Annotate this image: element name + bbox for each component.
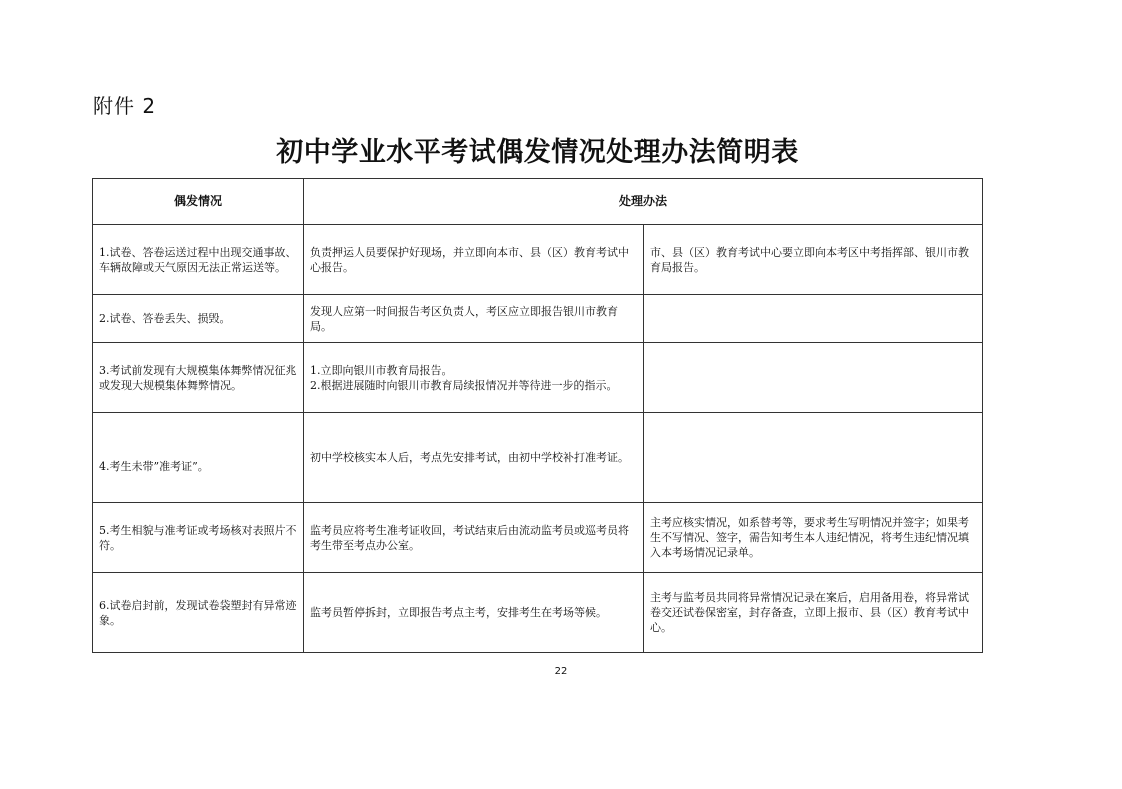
table-row [93,225,983,295]
table-row [93,343,983,413]
situation-cell: 5.考生相貌与准考证或考场核对表照片不符。 [93,503,304,573]
method-cell-secondary: 主考应核实情况，如系替考等，要求考生写明情况并签字；如果考生不写情况、签字，需告知考生本人违纪情况，将考生违纪情况填入本考场情况记录单。 [644,503,983,573]
situation-cell: 2.试卷、答卷丢失、损毁。 [93,295,304,343]
attachment-label: 附件 2 [93,94,157,118]
situation-cell: 3.考试前发现有大规模集体舞弊情况征兆或发现大规模集体舞弊情况。 [93,343,304,413]
situation-cell: 4.考生未带”准考证”。 [93,413,304,503]
method-cell-primary: 监考员应将考生准考证收回，考试结束后由流动监考员或巡考员将考生带至考点办公室。 [304,503,644,573]
method-cell-secondary: 主考与监考员共同将异常情况记录在案后，启用备用卷，将异常试卷交还试卷保密室，封存备查，立即上报市、县（区）教育考试中心。 [644,573,983,653]
header-method: 处理办法 [304,179,983,225]
method-cell-primary: 1.立即向银川市教育局报告。 2.根据进展随时向银川市教育局续报情况并等待进一步的指示。 [304,343,644,413]
situation-cell: 6.试卷启封前，发现试卷袋塑封有异常迹象。 [93,573,304,653]
page-number: 22 [554,666,568,677]
table-row [93,413,983,503]
situation-cell: 1.试卷、答卷运送过程中出现交通事故、车辆故障或天气原因无法正常运送等。 [93,225,304,295]
method-cell-primary: 监考员暂停拆封，立即报告考点主考，安排考生在考场等候。 [304,573,644,653]
method-cell-secondary [644,295,983,343]
header-situation: 偶发情况 [93,179,304,225]
incident-handling-table [92,178,983,653]
document-title: 初中学业水平考试偶发情况处理办法简明表 [276,137,799,168]
table-row [93,503,983,573]
method-cell-primary: 初中学校核实本人后，考点先安排考试，由初中学校补打准考证。 [304,413,644,503]
table-row [93,295,983,343]
method-cell-primary: 发现人应第一时间报告考区负责人，考区应立即报告银川市教育局。 [304,295,644,343]
method-cell-secondary [644,413,983,503]
table-row [93,573,983,653]
method-cell-primary: 负责押运人员要保护好现场，并立即向本市、县（区）教育考试中心报告。 [304,225,644,295]
table-header-row [93,179,983,225]
method-cell-secondary: 市、县（区）教育考试中心要立即向本考区中考指挥部、银川市教育局报告。 [644,225,983,295]
method-cell-secondary [644,343,983,413]
